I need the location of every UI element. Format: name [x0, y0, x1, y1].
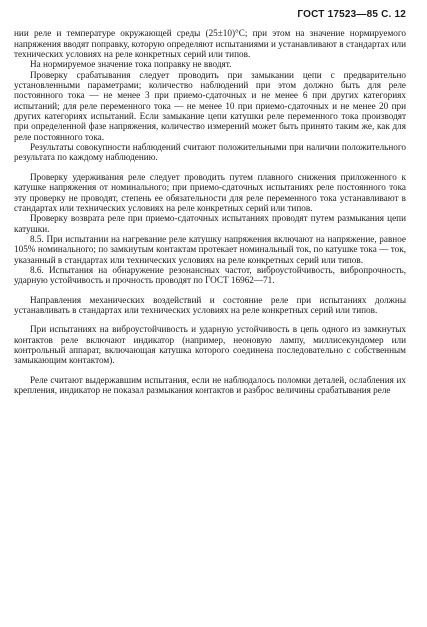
paragraph-6: Проверку возврата реле при приемо-сдаточных испытаниях проводят путем размыкания цепи катушки.	[14, 213, 406, 234]
paragraph-7: 8.5. При испытании на нагревание реле катушку напряжения включают на напряжение, равное 105% номинального; по замкнутым контактам протекает номинальный ток, по катушке тока — ток, указанный в стандартах или технических условиях на реле конкретных серий или типов.	[14, 233, 406, 265]
paragraph-3: Проверку срабатывания следует проводить при замыкании цепи с предварительно установленными параметрами; количество наблюдений при этом должно быть для реле постоянного тока — не менее 3 при приемо-сдаточных и не менее 6 при других категориях испытаний; для реле переменного тока — не менее 10 при приемо-сдаточных и не менее 20 при других категориях испытаний. Если замыкание цепи катушки реле переменного тока производят при определенной фазе напряжения, количество измерений может быть принято таким же, как для реле постоянного тока.	[14, 69, 406, 142]
paragraph-4: Результаты совокупности наблюдений считают положительными при наличии положительного результата по каждому наблюдению.	[14, 142, 406, 163]
paragraph-1: нии реле и температуре окружающей среды (25±10)°С; при этом на значение нормируемого напряжения вводят поправку, которую определяют испытаниями и устанавливают в стандартах или технических условиях на реле конкретных серий или типов.	[14, 28, 406, 60]
page-header: ГОСТ 17523—85 С. 12	[297, 9, 406, 20]
paragraph-5: Проверку удерживания реле следует проводить путем плавного снижения приложенного к катушке напряжения от номинального; при приемо-сдаточных испытаниях реле постоянного тока эту проверку не проводят, степень ее обязательности для реле переменного тока устанавливают в стандартах или технических условиях на реле конкретных серий или типов.	[14, 171, 406, 213]
paragraph-2: На нормируемое значение тока поправку не вводят.	[30, 59, 232, 70]
paragraph-9: Направления механических воздействий и состояние реле при испытаниях должны устанавливать в стандартах или технических условиях на реле конкретных серий или типов.	[14, 294, 406, 315]
document-page	[14, 10, 406, 395]
paragraph-10: При испытаниях на виброустойчивость и ударную устойчивость в цепь одного из замкнутых контактов реле включают индикатор (например, неоновую лампу, миллисекундомер или контрольный аппарат, включающая катушка которого соединена последовательно с собственным замыкающим контактом).	[14, 324, 406, 366]
paragraph-8: 8.6. Испытания на обнаружение резонансных частот, виброустойчивость, вибропрочность, ударную устойчивость и прочность проводят по ГОСТ 16962—71.	[14, 264, 406, 286]
paragraph-11: Реле считают выдержавшим испытания, если не наблюдалось поломки деталей, ослабления их крепления, индикатор не показал размыкания контактов и разброс величины срабатывания реле	[14, 374, 406, 395]
